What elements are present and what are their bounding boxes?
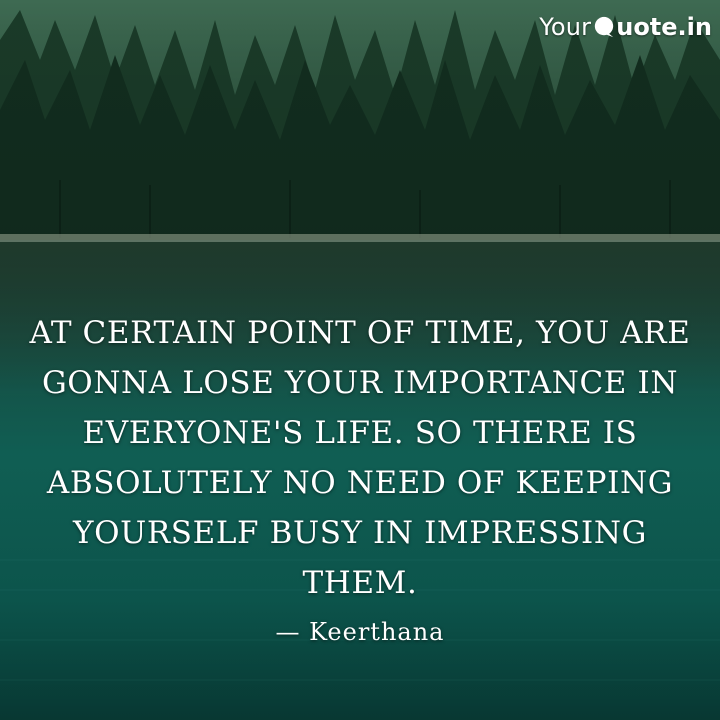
author-block bbox=[0, 618, 720, 646]
quote-block bbox=[20, 308, 700, 608]
brand-name-prefix: Your bbox=[539, 13, 592, 41]
brand-logo[interactable] bbox=[539, 10, 712, 44]
brand-name-suffix: uote.in bbox=[616, 13, 712, 41]
author-name: — Keerthana bbox=[275, 618, 445, 646]
quote-text: AT CERTAIN POINT OF TIME, YOU ARE GONNA LOSE YOUR IMPORTANCE IN EVERYONE'S LIFE. SO THERE IS ABSOLUTELY NO NEED OF KEEPING YOURSELF BUSY IN IMPRESSING THEM. bbox=[29, 315, 691, 601]
speech-bubble-q-icon bbox=[593, 16, 615, 38]
